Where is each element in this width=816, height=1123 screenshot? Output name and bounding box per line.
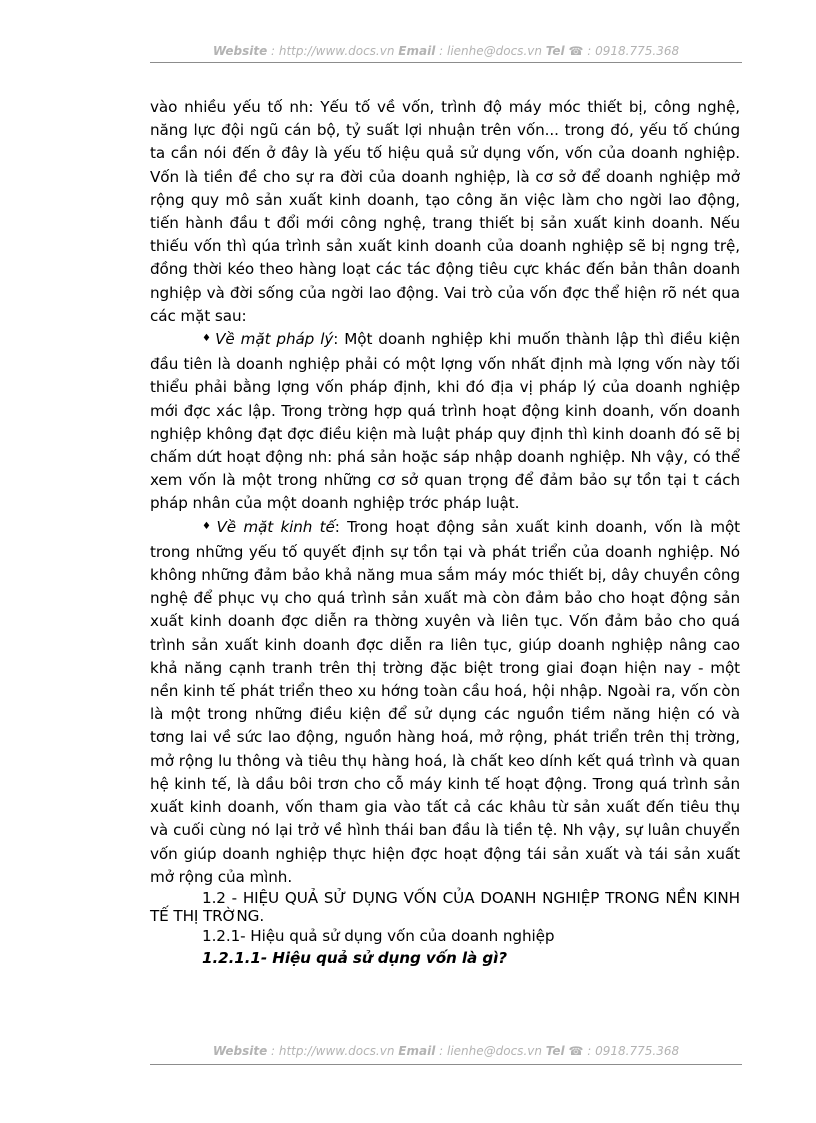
- header-tel-label: Tel: [545, 44, 565, 58]
- economic-aspect-text: : Trong hoạt động sản xuất kinh doanh, vốn là một trong những yếu tố quyết định sự tồn tại và phát triển của doanh nghiệp. Nó không những đảm bảo khả năng mua sắm máy móc thiết bị, dây chuyền công nghệ để phục vụ cho quá trình sản xuất mà còn đảm bảo cho hoạt động sản xuất kinh doanh đợc diễn ra thờng xuyên và liên tục. Vốn đảm bảo cho quá trình sản xuất kinh doanh đợc diễn ra liên tục, giúp doanh nghiệp nâng cao khả năng cạnh tranh trên thị trờng đặc biệt trong giai đoạn hiện nay - một nền kinh tế phát triển theo xu hớng toàn cầu hoá, hội nhập. Ngoài ra, vốn còn là một trong những điều kiện để sử dụng các nguồn tiềm năng hiện có và tơng lai về sức lao động, nguồn hàng hoá, mở rộng, phát triển trên thị trờng, mở rộng lu thông và tiêu thụ hàng hoá, là chất keo dính kết quá trình và quan hệ kinh tế, là dầu bôi trơn cho cỗ máy kinh tế hoạt động. Trong quá trình sản xuất kinh doanh, vốn tham gia vào tất cả các khâu từ sản xuất đến tiêu thụ và cuối cùng nó lại trở về hình thái ban đầu là tiền tệ. Nh vậy, sự luân chuyển vốn giúp doanh nghiệp thực hiện đợc hoạt động tái sản xuất và tái sản xuất mở rộng của mình.: [150, 517, 740, 886]
- footer-tel-number: : 0918.775.368: [583, 1044, 680, 1058]
- phone-icon: ☎: [568, 44, 584, 58]
- page-header: [150, 44, 742, 58]
- paragraph-intro: vào nhiều yếu tố nh: Yếu tố về vốn, trình độ máy móc thiết bị, công nghệ, năng lực đội ngũ cán bộ, tỷ suất lợi nhuận trên vốn... trong đó, yếu tố chúng ta cần nói đến ở đây là yếu tố hiệu quả sử dụng vốn, vốn của doanh nghiệp. Vốn là tiền đề cho sự ra đời của doanh nghiệp, là cơ sở để doanh nghiệp mở rộng quy mô sản xuất kinh doanh, tạo công ăn việc làm cho ngời lao động, tiến hành đầu t đổi mới công nghệ, trang thiết bị sản xuất kinh doanh. Nếu thiếu vốn thì qúa trình sản xuất kinh doanh của doanh nghiệp sẽ bị ngng trệ, đồng thời kéo theo hàng loạt các tác động tiêu cực khác đến bản thân doanh nghiệp và đời sống của ngời lao động. Vai trò của vốn đợc thể hiện rõ nét qua các mặt sau:: [150, 98, 740, 325]
- footer-website-label: Website: [212, 1044, 268, 1058]
- phone-icon: ☎: [568, 1044, 584, 1058]
- header-divider: [150, 62, 742, 63]
- header-website-url: : http://www.docs.vn: [267, 44, 399, 58]
- diamond-bullet-icon: ♦: [202, 520, 214, 532]
- footer-tel-label: Tel: [545, 1044, 565, 1058]
- section-heading-1-2-1: 1.2.1- Hiệu quả sử dụng vốn của doanh nghiệp: [202, 926, 555, 945]
- legal-aspect-lead: Về mặt pháp lý: [215, 330, 334, 349]
- header-email-label: Email: [398, 44, 436, 58]
- footer-email-address: : lienhe@docs.vn: [435, 1044, 546, 1058]
- paragraph-economic-aspect: [150, 516, 740, 889]
- header-website-label: Website: [212, 44, 268, 58]
- footer-website-url: : http://www.docs.vn: [267, 1044, 399, 1058]
- section-heading-1-2-1-1: 1.2.1.1- Hiệu quả sử dụng vốn là gì?: [202, 948, 507, 967]
- legal-aspect-text: : Một doanh nghiệp khi muốn thành lập thì điều kiện đầu tiên là doanh nghiệp phải có một lợng vốn nhất định mà lợng vốn này tối thiểu phải bằng lợng vốn pháp định, khi đó địa vị pháp lý của doanh nghiệp mới đợc xác lập. Trong trờng hợp quá trình hoạt động kinh doanh, vốn doanh nghiệp không đạt đợc điều kiện mà luật pháp quy định thì kinh doanh đó sẽ bị chấm dứt hoạt động nh: phá sản hoặc sáp nhập doanh nghiệp. Nh vậy, có thể xem vốn là một trong những cơ sở quan trọng để đảm bảo sự tồn tại t cách pháp nhân của một doanh nghiệp trớc pháp luật.: [150, 330, 740, 513]
- paragraph-legal-aspect: [150, 328, 740, 516]
- section-heading-1-2: 1.2 - HIỆU QUẢ SỬ DỤNG VỐN CỦA DOANH NGHIỆP TRONG NỀN KINH TẾ THỊ TRỜNG.: [150, 888, 740, 925]
- diamond-bullet-icon: ♦: [202, 333, 213, 345]
- footer-email-label: Email: [398, 1044, 436, 1058]
- header-email-address: : lienhe@docs.vn: [435, 44, 546, 58]
- header-tel-number: : 0918.775.368: [583, 44, 680, 58]
- economic-aspect-lead: Về mặt kinh tế: [216, 517, 335, 536]
- page-body: [150, 96, 740, 969]
- page-footer: [150, 1044, 742, 1058]
- footer-divider: [150, 1064, 742, 1065]
